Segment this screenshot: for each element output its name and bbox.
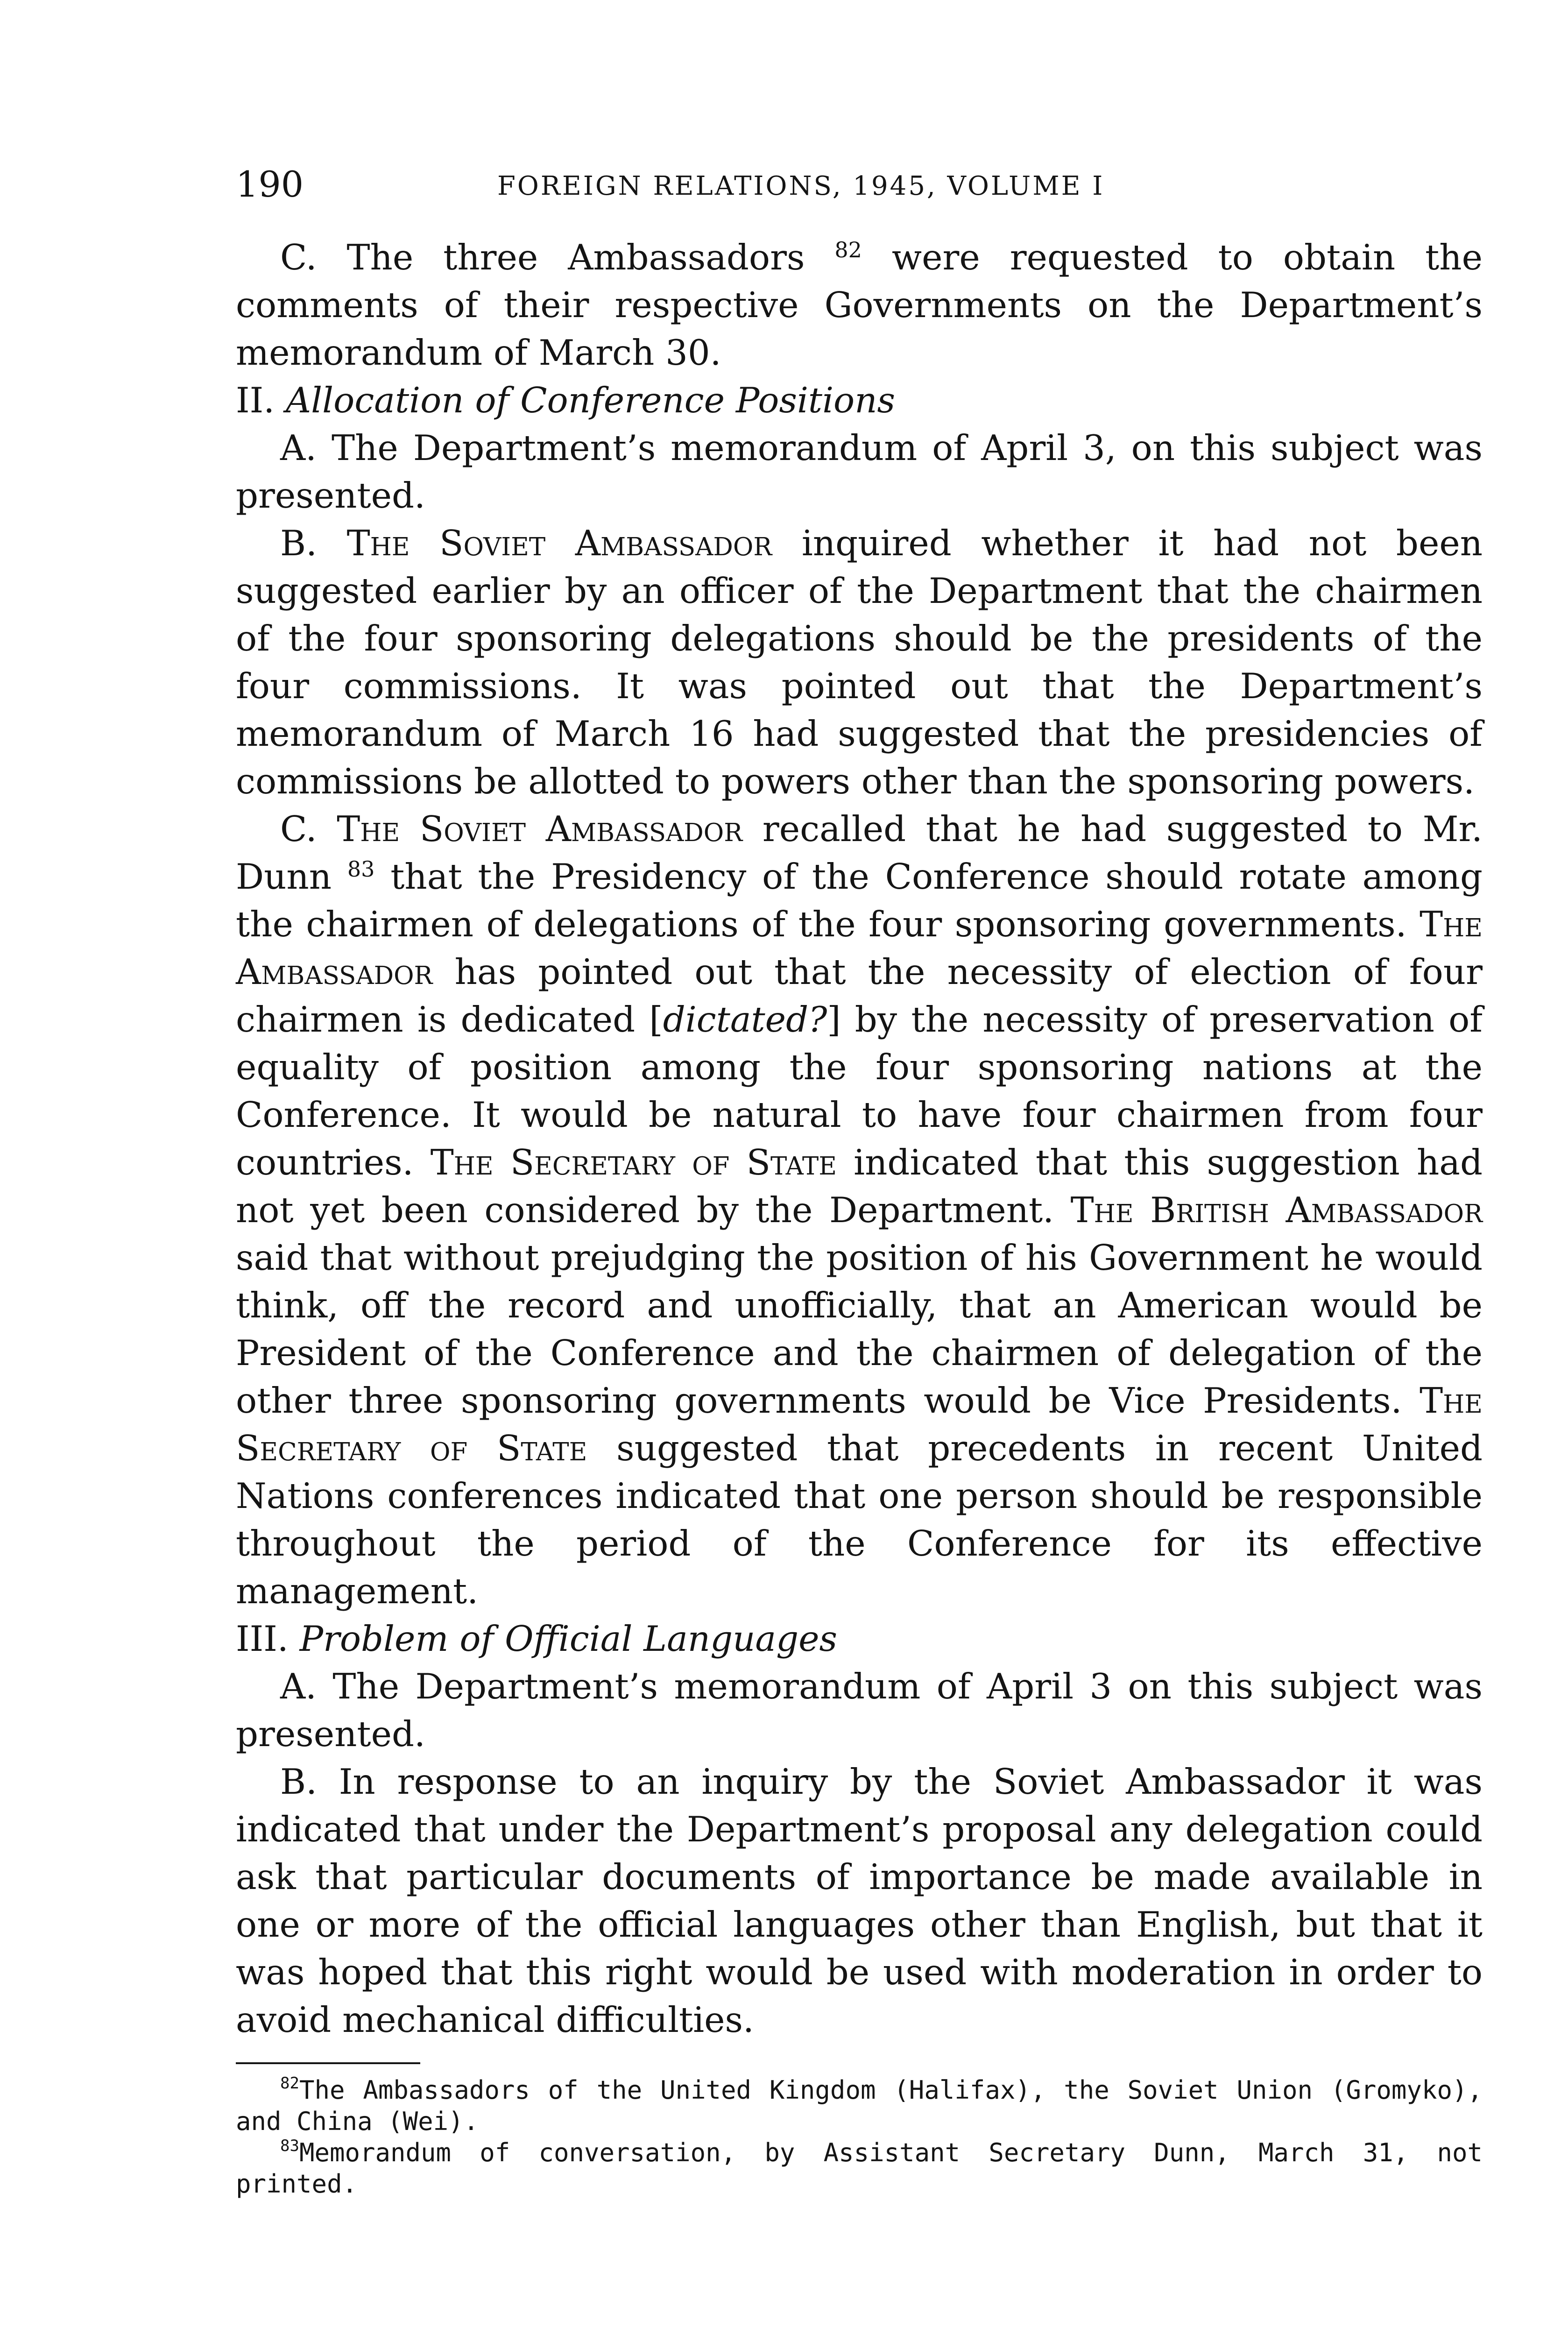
running-header bbox=[236, 161, 1483, 208]
speaker-secretary-of-state: The Secretary of State bbox=[430, 1142, 837, 1183]
editorial-correction: dictated? bbox=[663, 999, 827, 1040]
footnote-ref-82[interactable]: 82 bbox=[834, 237, 862, 262]
paragraph-1c: C. The three Ambassadors $^{82}$ were requested to obtain the comments of their respective Governments on the Department’s memorandum of March 30. bbox=[236, 237, 1483, 373]
paragraph-3b: B. In response to an inquiry by the Soviet Ambassador it was indicated that under the Department’s proposal any delegation could ask that particular documents of importance be made available in one or more of the official languages other than English, but that it was hoped that this right would be used with moderation in order to avoid mechanical difficulties. bbox=[236, 1761, 1483, 2040]
footnote-divider bbox=[236, 2062, 420, 2064]
footnote-82: $^{82}$The Ambassadors of the United Kingdom (Halifax), the Soviet Union (Gromyko), and China (Wei). bbox=[236, 2074, 1483, 2136]
paragraph-2a: A. The Department’s memorandum of April 3, on this subject was presented. bbox=[236, 427, 1483, 516]
paragraph-2b: B. The Soviet Ambassador inquired whether it had not been suggested earlier by an officer of the Department that the chairmen of the four sponsoring delegations should be the presidents of the four commissions. It was pointed out that the Department’s memorandum of March 16 had suggested that the presidencies of commissions be allotted to powers other than the sponsoring powers. bbox=[236, 523, 1483, 802]
speaker-soviet-ambassador: The Soviet Ambassador bbox=[346, 523, 772, 564]
footnote-83: $^{83}$Memorandum of conversation, by Assistant Secretary Dunn, March 31, not printed. bbox=[236, 2137, 1483, 2199]
paragraph-3a: A. The Department’s memorandum of April 3 on this subject was presented. bbox=[236, 1666, 1483, 1755]
document-page bbox=[236, 161, 1483, 2200]
speaker-british-ambassador: The British Ambassador bbox=[1070, 1189, 1483, 1231]
section-heading-ii: II. Allocation of Conference Positions bbox=[236, 380, 896, 421]
section-heading-title: Allocation of Conference Positions bbox=[285, 380, 896, 421]
speaker-ambassador: The Ambassador bbox=[236, 904, 1483, 992]
section-heading-title: Problem of Official Languages bbox=[299, 1618, 838, 1659]
body-text bbox=[236, 234, 1483, 2044]
running-title: FOREIGN RELATIONS, 1945, VOLUME I bbox=[497, 171, 1105, 201]
section-heading-iii: III. Problem of Official Languages bbox=[236, 1618, 838, 1659]
footnote-ref-83[interactable]: 83 bbox=[347, 856, 375, 882]
paragraph-2c: C. The Soviet Ambassador recalled that he had suggested to Mr. Dunn $^{83}$ that the Presidency of the Conference should rotate among the chairmen of delegations of the four sponsoring governments. The Ambassador has pointed out that the necessity of election of four chairmen is dedicated [dictated?] by the necessity of preservation of equality of position among the four sponsoring nations at the Conference. It would be natural to have four chairmen from four countries. The Secretary of State indicated that this suggestion had not yet been considered by the Department. The British Ambassador said that without prejudging the position of his Government he would think, off the record and unofficially, that an American would be President of the Conference and the chairmen of delegation of the other three sponsoring governments would be Vice Presidents. The Secretary of State suggested that precedents in recent United Nations conferences indicated that one person should be responsible throughout the period of the Conference for its effective management. bbox=[236, 808, 1483, 1612]
page-number: 190 bbox=[236, 163, 304, 205]
speaker-soviet-ambassador: The Soviet Ambassador bbox=[337, 808, 743, 849]
speaker-secretary-of-state: The Secretary of State bbox=[236, 1380, 1483, 1469]
footnotes bbox=[236, 2074, 1483, 2200]
